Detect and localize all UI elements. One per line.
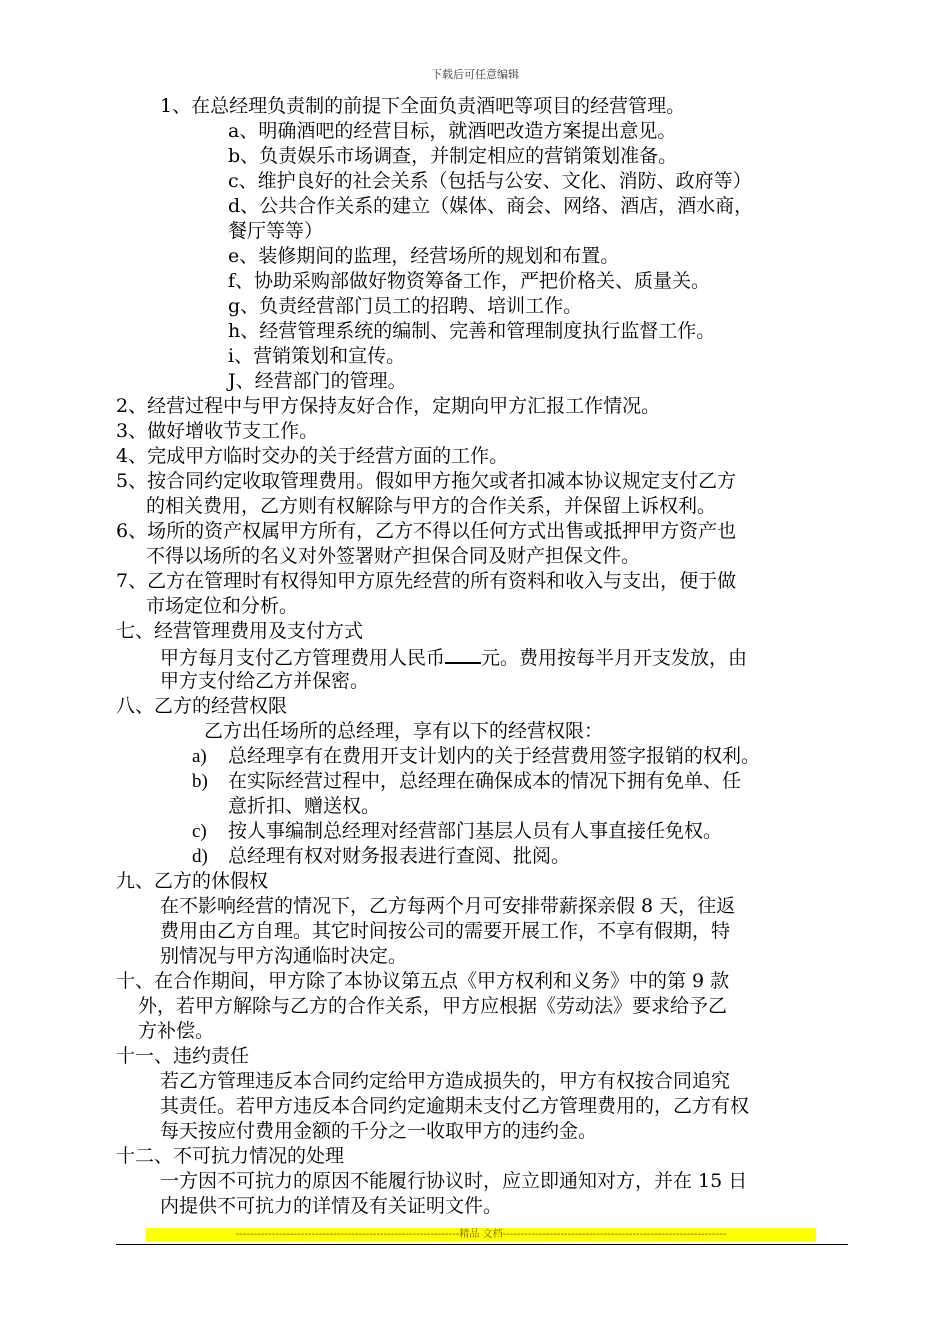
text-line: 若乙方管理违反本合同约定给甲方造成损失的，甲方有权按合同追究	[160, 1070, 731, 1092]
text-line: 7、乙方在管理时有权得知甲方原先经营的所有资料和收入与支出，便于做	[116, 570, 737, 592]
section-heading: 八、乙方的经营权限	[116, 695, 288, 717]
list-item: f、协助采购部做好物资筹备工作，严把价格关、质量关。	[228, 270, 711, 292]
text-line: 1、在总经理负责制的前提下全面负责酒吧等项目的经营管理。	[160, 95, 686, 117]
footer-divider	[116, 1244, 848, 1245]
text-line: 费用由乙方自理。其它时间按公司的需要开展工作，不享有假期，特	[160, 920, 731, 942]
text-line: 每天按应付费用金额的千分之一收取甲方的违约金。	[160, 1120, 598, 1142]
list-item: a、明确酒吧的经营目标，就酒吧改造方案提出意见。	[228, 120, 677, 142]
list-item: c、维护良好的社会关系（包括与公安、文化、消防、政府等）	[228, 170, 752, 192]
text-span: 甲方每月支付乙方管理费用人民币	[160, 647, 446, 669]
list-item: 总经理享有在费用开支计划内的关于经营费用签字报销的权利。	[228, 745, 761, 767]
text-line: 内提供不可抗力的详情及有关证明文件。	[160, 1195, 503, 1217]
list-item: 在实际经营过程中，总经理在确保成本的情况下拥有免单、任	[228, 770, 742, 792]
text-line: 别情况与甲方沟通临时决定。	[160, 945, 408, 967]
text-line: 6、场所的资产权属甲方所有，乙方不得以任何方式出售或抵押甲方资产也	[116, 520, 737, 542]
section-heading: 十二、不可抗力情况的处理	[116, 1145, 345, 1167]
text-line: 的相关费用，乙方则有权解除与甲方的合作关系，并保留上诉权利。	[146, 495, 717, 517]
text-line: 5、按合同约定收取管理费用。假如甲方拖欠或者扣减本协议规定支付乙方	[116, 470, 737, 492]
list-item: b、负责娱乐市场调查，并制定相应的营销策划准备。	[228, 145, 678, 167]
text-line: 餐厅等等）	[228, 220, 324, 242]
section-heading: 十、在合作期间，甲方除了本协议第五点《甲方权利和义务》中的第 9 款	[116, 970, 730, 992]
list-item: h、经营管理系统的编制、完善和管理制度执行监督工作。	[228, 320, 716, 342]
list-marker: d)	[192, 846, 208, 867]
amount-blank	[445, 644, 481, 664]
list-item: g、负责经营部门员工的招聘、培训工作。	[228, 295, 583, 317]
list-marker: b)	[192, 771, 208, 792]
text-span: 元。费用按每半月开支发放，由	[481, 647, 748, 669]
text-line: 在不影响经营的情况下，乙方每两个月可安排带薪探亲假 8 天，往返	[160, 895, 736, 917]
text-line	[160, 644, 747, 671]
footer-banner: --------------------------------------------------------------精品 文档--------------------------------------------------------------	[146, 1228, 816, 1241]
text-line: 不得以场所的名义对外签署财产担保合同及财产担保文件。	[146, 545, 641, 567]
text-line: 意折扣、赠送权。	[228, 795, 381, 817]
list-marker: a)	[192, 746, 207, 767]
text-line: 3、做好增收节支工作。	[116, 420, 319, 442]
text-line: 外，若甲方解除与乙方的合作关系，甲方应根据《劳动法》要求给予乙	[138, 995, 728, 1017]
list-item: J、经营部门的管理。	[228, 370, 407, 392]
text-line: 4、完成甲方临时交办的关于经营方面的工作。	[116, 445, 509, 467]
list-item: d、公共合作关系的建立（媒体、商会、网络、酒店，酒水商，	[228, 195, 754, 217]
list-item: 总经理有权对财务报表进行查阅、批阅。	[228, 845, 571, 867]
list-marker: c)	[192, 821, 207, 842]
page-header: 下载后可任意编辑	[431, 68, 519, 81]
text-line: 一方因不可抗力的原因不能履行协议时，应立即通知对方，并在 15 日	[160, 1170, 748, 1192]
section-heading: 七、经营管理费用及支付方式	[116, 620, 364, 642]
text-line: 市场定位和分析。	[146, 595, 299, 617]
text-line: 乙方出任场所的总经理，享有以下的经营权限：	[204, 720, 604, 742]
section-heading: 九、乙方的休假权	[116, 870, 269, 892]
list-item: i、营销策划和宣传。	[228, 345, 406, 367]
list-item: 按人事编制总经理对经营部门基层人员有人事直接任免权。	[228, 820, 723, 842]
text-line: 2、经营过程中与甲方保持友好合作，定期向甲方汇报工作情况。	[116, 395, 661, 417]
text-line: 其责任。若甲方违反本合同约定逾期未支付乙方管理费用的，乙方有权	[160, 1095, 750, 1117]
section-heading: 十一、违约责任	[116, 1045, 250, 1067]
list-item: e、装修期间的监理，经营场所的规划和布置。	[228, 245, 620, 267]
text-line: 甲方支付给乙方并保密。	[160, 670, 370, 692]
text-line: 方补偿。	[138, 1020, 215, 1042]
